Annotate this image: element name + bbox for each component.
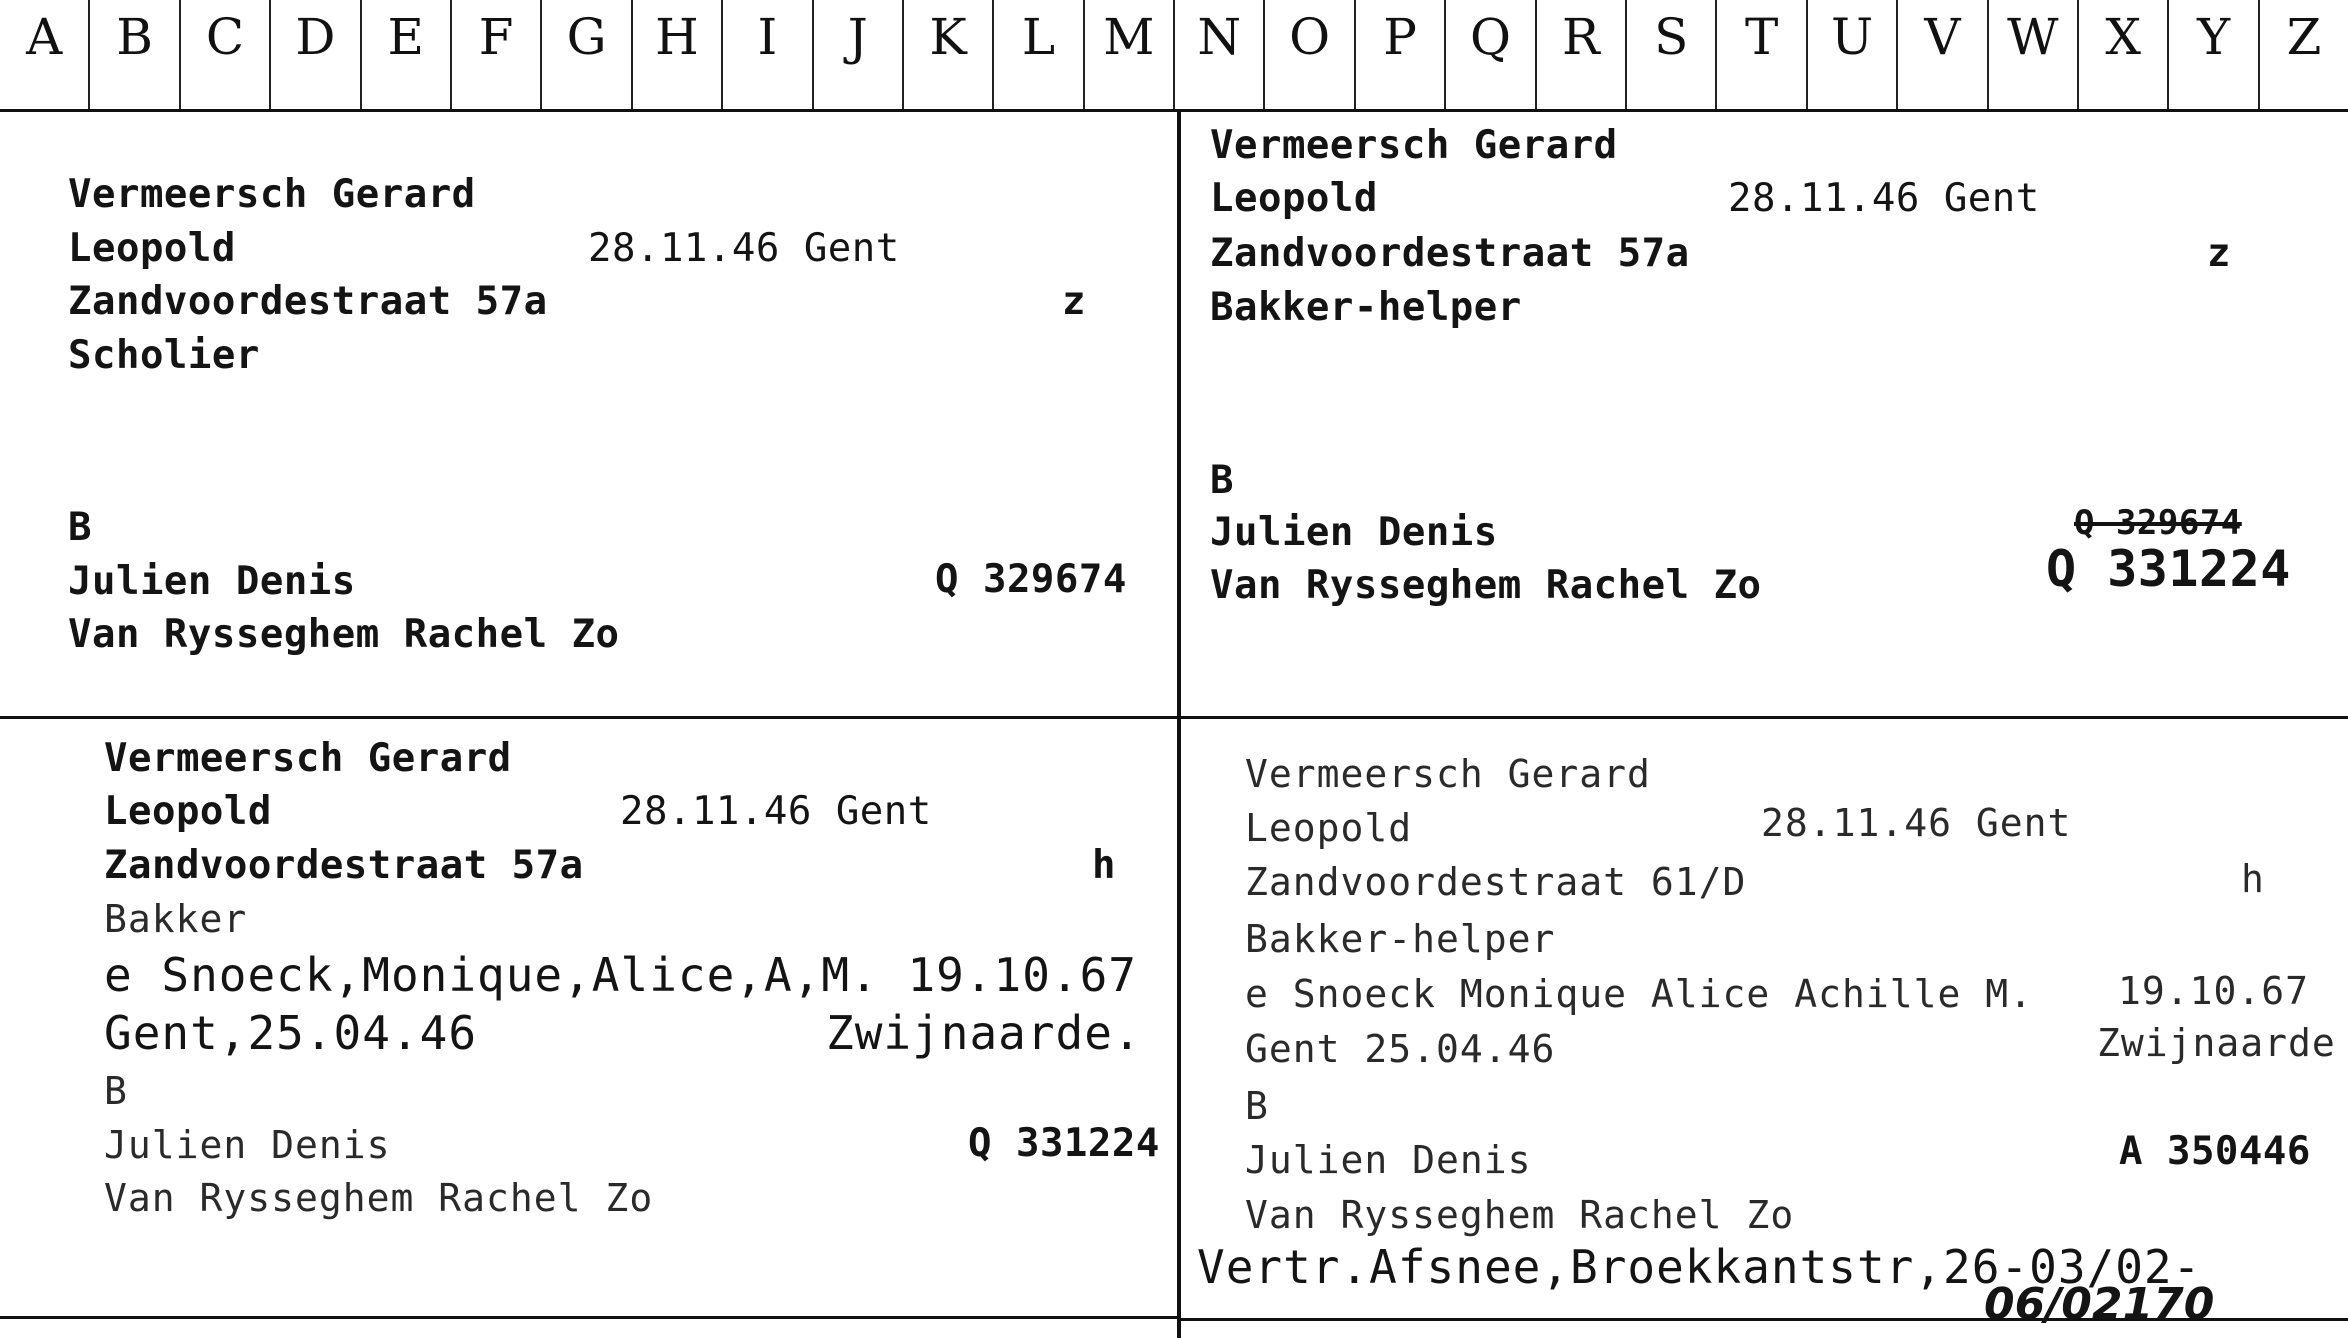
index-letter-p[interactable]: P bbox=[1356, 0, 1446, 109]
card-mother: Van Rysseghem Rachel Zo bbox=[1245, 1193, 1795, 1237]
index-letter-g[interactable]: G bbox=[542, 0, 632, 109]
card-first-names: Leopold bbox=[1210, 176, 1378, 221]
index-letter-v[interactable]: V bbox=[1898, 0, 1988, 109]
index-letter-w[interactable]: W bbox=[1989, 0, 2079, 109]
index-letter-j[interactable]: J bbox=[814, 0, 904, 109]
card-number: Q 329674 bbox=[935, 557, 1127, 602]
index-letter-u[interactable]: U bbox=[1808, 0, 1898, 109]
card-spouse-date: 19.10.67 bbox=[2118, 969, 2310, 1013]
card-birth: 28.11.46 Gent bbox=[1761, 801, 2072, 845]
index-letter-y[interactable]: Y bbox=[2169, 0, 2259, 109]
card-code: h bbox=[1092, 843, 1116, 888]
index-letter-a[interactable]: A bbox=[0, 0, 90, 109]
card-address: Zandvoordestraat 57a bbox=[104, 843, 584, 888]
card-address: Zandvoordestraat 57a bbox=[68, 279, 548, 324]
card-departure-continued: 06/02170 bbox=[1984, 1279, 2215, 1330]
index-letter-f[interactable]: F bbox=[452, 0, 542, 109]
index-letter-o[interactable]: O bbox=[1265, 0, 1355, 109]
card-code: z bbox=[1062, 279, 1086, 324]
card-birth: 28.11.46 Gent bbox=[620, 789, 932, 834]
index-letter-x[interactable]: X bbox=[2079, 0, 2169, 109]
card-code: h bbox=[2241, 857, 2265, 901]
card-first-names: Leopold bbox=[104, 789, 272, 834]
card-occupation: Scholier bbox=[68, 333, 260, 378]
index-letter-h[interactable]: H bbox=[633, 0, 723, 109]
card-marriage-place: Zwijnaarde bbox=[2097, 1021, 2336, 1065]
index-letter-k[interactable]: K bbox=[904, 0, 994, 109]
index-letter-l[interactable]: L bbox=[994, 0, 1084, 109]
index-letter-d[interactable]: D bbox=[271, 0, 361, 109]
card-occupation: Bakker-helper bbox=[1210, 285, 1522, 330]
card-name: Vermeersch Gerard bbox=[1245, 752, 1651, 796]
card-father: Julien Denis bbox=[1245, 1138, 1532, 1182]
card-number: Q 331224 bbox=[968, 1121, 1160, 1166]
card-occupation: Bakker bbox=[104, 897, 248, 941]
card-category: B bbox=[1210, 458, 1234, 503]
index-letter-b[interactable]: B bbox=[90, 0, 180, 109]
card-departure: Vertr.Afsnee,Broekkantstr,26-03/02- bbox=[1197, 1240, 2202, 1294]
card-birth: 28.11.46 Gent bbox=[588, 226, 900, 271]
card-birth: 28.11.46 Gent bbox=[1728, 176, 2040, 221]
card-mother: Van Rysseghem Rachel Zo bbox=[104, 1176, 654, 1220]
card-father: Julien Denis bbox=[1210, 510, 1498, 555]
card-spouse: e Snoeck,Monique,Alice,A,M. 19.10.67 bbox=[104, 948, 1137, 1002]
card-name: Vermeersch Gerard bbox=[104, 736, 512, 781]
index-card-3 bbox=[0, 719, 1177, 1316]
index-letter-c[interactable]: C bbox=[181, 0, 271, 109]
index-letter-t[interactable]: T bbox=[1717, 0, 1807, 109]
index-letter-z[interactable]: Z bbox=[2286, 8, 2322, 66]
index-card-2 bbox=[1181, 115, 2348, 715]
card-mother: Van Rysseghem Rachel Zo bbox=[68, 612, 620, 657]
card-spouse-birth: Gent,25.04.46 bbox=[104, 1006, 478, 1060]
card-number: Q 331224 bbox=[2046, 540, 2291, 598]
card-father: Julien Denis bbox=[68, 559, 356, 604]
index-letter-i[interactable]: I bbox=[723, 0, 813, 109]
index-letter-r[interactable]: R bbox=[1537, 0, 1627, 109]
card-bottom-border-left bbox=[0, 1316, 1177, 1319]
card-father: Julien Denis bbox=[104, 1123, 391, 1167]
card-code: z bbox=[2207, 231, 2231, 276]
card-first-names: Leopold bbox=[1245, 806, 1413, 850]
index-letter-n[interactable]: N bbox=[1175, 0, 1265, 109]
card-address: Zandvoordestraat 61/D bbox=[1245, 860, 1747, 904]
card-category: B bbox=[1245, 1084, 1269, 1128]
card-spouse-birth: Gent 25.04.46 bbox=[1245, 1027, 1556, 1071]
card-category: B bbox=[104, 1069, 128, 1113]
card-name: Vermeersch Gerard bbox=[68, 172, 476, 217]
card-spouse: e Snoeck Monique Alice Achille M. bbox=[1245, 972, 2033, 1016]
card-occupation: Bakker-helper bbox=[1245, 917, 1556, 961]
card-first-names: Leopold bbox=[68, 226, 236, 271]
index-letter-m[interactable]: M bbox=[1085, 0, 1175, 109]
card-marriage-place: Zwijnaarde. bbox=[826, 1006, 1142, 1060]
card-number: A 350446 bbox=[2119, 1129, 2311, 1174]
card-mother: Van Rysseghem Rachel Zo bbox=[1210, 563, 1762, 608]
alphabet-index bbox=[0, 0, 2348, 112]
index-card-4 bbox=[1181, 719, 2348, 1330]
card-old-number: Q 329674 bbox=[2074, 503, 2242, 543]
index-letter-e[interactable]: E bbox=[362, 0, 452, 109]
index-letter-q[interactable]: Q bbox=[1446, 0, 1536, 109]
card-category: B bbox=[68, 505, 92, 550]
index-letter-s[interactable]: S bbox=[1627, 0, 1717, 109]
index-card-1 bbox=[0, 115, 1177, 715]
card-address: Zandvoordestraat 57a bbox=[1210, 231, 1690, 276]
card-name: Vermeersch Gerard bbox=[1210, 123, 1618, 168]
